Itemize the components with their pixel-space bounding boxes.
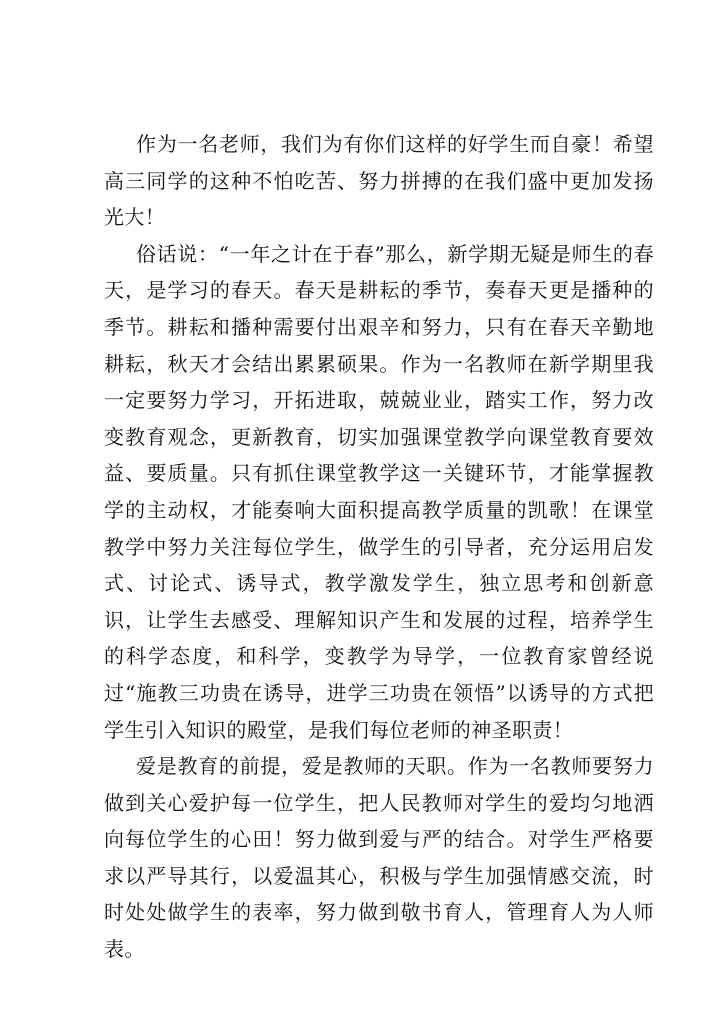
document-body [104,126,654,968]
paragraph-2: 俗话说：“一年之计在于春”那么，新学期无疑是师生的春天，是学习的春天。春天是耕耘的季节，奏春天更是播种的季节。耕耘和播种需要付出艰辛和努力，只有在春天辛勤地耕耘，秋天才会结出累累硕果。作为一名教师在新学期里我一定要努力学习，开拓进取，兢兢业业，踏实工作，努力改变教育观念，更新教育，切实加强课堂教学向课堂教育要效益、要质量。只有抓住课堂教学这一关键环节，才能掌握教学的主动权，才能奏响大面积提高教学质量的凯歌！在课堂教学中努力关注每位学生，做学生的引导者，充分运用启发式、讨论式、诱导式，教学激发学生，独立思考和创新意识，让学生去感受、理解知识产生和发展的过程，培养学生的科学态度，和科学，变教学为导学，一位教育家曾经说过“施教三功贵在诱导，进学三功贵在领悟”以诱导的方式把学生引入知识的殿堂，是我们每位老师的神圣职责！ [104,241,654,742]
paragraph-3: 爱是教育的前提，爱是教师的天职。作为一名教师要努力做到关心爱护每一位学生，把人民教师对学生的爱均匀地洒向每位学生的心田！努力做到爱与严的结合。对学生严格要求以严导其行，以爱温其心，积极与学生加强情感交流，时时处处做学生的表率，努力做到敬书育人，管理育人为人师表。 [104,754,654,962]
paragraph-1: 作为一名老师，我们为有你们这样的好学生而自豪！希望高三同学的这种不怕吃苦、努力拼搏的在我们盛中更加发扬光大！ [104,132,654,230]
